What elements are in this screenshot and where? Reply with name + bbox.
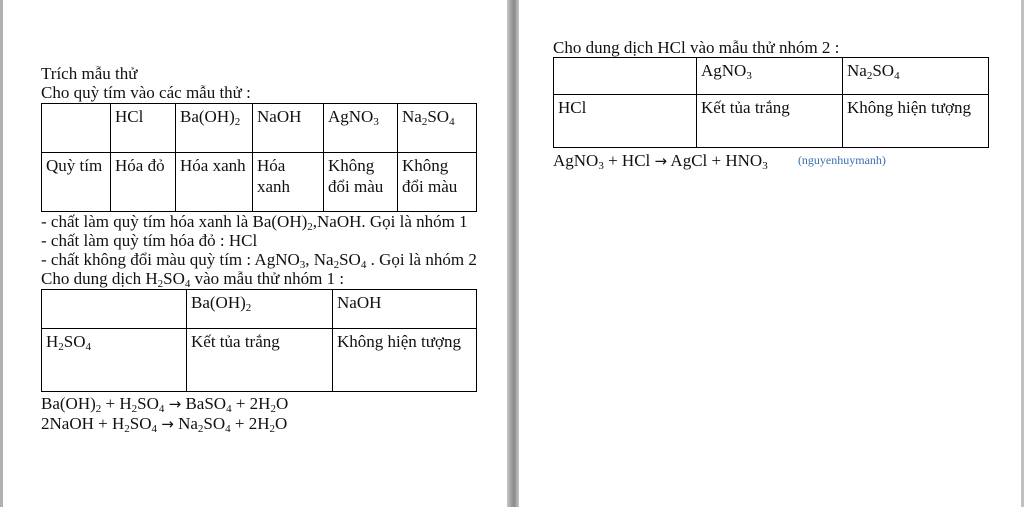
table-cell: Hóa xanh xyxy=(253,153,324,212)
table-cell xyxy=(42,104,111,153)
equation-3-text: AgNO$_3$ + HCl → AgCl + $HNO_3$ xyxy=(553,151,768,172)
table-cell: Hóa đỏ xyxy=(111,153,176,212)
right-column xyxy=(553,38,1003,172)
page-left-edge xyxy=(0,0,3,507)
group2-table xyxy=(553,57,989,148)
table-cell: Không hiện tượng xyxy=(843,95,989,148)
table-cell: NaOH xyxy=(333,290,477,329)
table-cell: $Na_2SO_4$ xyxy=(398,104,477,153)
equation-2: 2NaOH + $H_2SO_4 \to Na_2SO_4 + 2H_2O$ xyxy=(41,414,288,435)
litmus-table xyxy=(41,103,477,212)
table-cell: AgNO$_3$ xyxy=(697,58,843,95)
table-cell: Không hiện tượng xyxy=(333,329,477,392)
equation-1: $Ba(OH)_2 + H_2SO_4$ → BaSO$_4$ + $2H_2O$ xyxy=(41,394,289,415)
left-column xyxy=(41,64,481,434)
group2-table-header xyxy=(554,58,989,95)
table-cell: Không đổi màu xyxy=(398,153,477,212)
table-cell: Kết tủa trắng xyxy=(187,329,333,392)
table-cell: HCl xyxy=(111,104,176,153)
intro-text: Cho quỳ tím vào các mẫu thử : xyxy=(41,83,251,102)
author-watermark: (nguyenhuymanh) xyxy=(797,153,886,167)
table-cell: AgNO$_3$ xyxy=(324,104,398,153)
table-cell: Không đổi màu xyxy=(324,153,398,212)
title-text: Trích mẫu thử xyxy=(41,64,138,83)
intro-group-2: Cho dung dịch HCl vào mẫu thử nhóm 2 : xyxy=(553,38,840,57)
table-cell: $H_2SO_4$ xyxy=(42,329,187,392)
note-group-1: - chất làm quỳ tím hóa xanh là $Ba(OH)_2,NaOH$. Gọi là nhóm 1 xyxy=(41,212,468,233)
litmus-table-row xyxy=(42,153,477,212)
table-cell: Hóa xanh xyxy=(176,153,253,212)
group1-table xyxy=(41,289,477,392)
group1-table-row xyxy=(42,329,477,392)
table-cell: $Ba(OH)_2$ xyxy=(187,290,333,329)
litmus-table-header xyxy=(42,104,477,153)
equation-3 xyxy=(553,151,1003,172)
table-cell: Quỳ tím xyxy=(42,153,111,212)
group2-table-row xyxy=(554,95,989,148)
intro-group-1: Cho dung dịch $H_2SO_4$ vào mẫu thử nhóm 1 : xyxy=(41,269,345,290)
table-cell: $Ba(OH)_2$ xyxy=(176,104,253,153)
table-cell xyxy=(42,290,187,329)
group1-table-header xyxy=(42,290,477,329)
table-cell: NaOH xyxy=(253,104,324,153)
note-group-2: - chất không đổi màu quỳ tím : AgNO$_3$, $Na_2SO_4$ . Gọi là nhóm 2 xyxy=(41,250,477,271)
page-gutter xyxy=(507,0,519,507)
table-cell: HCl xyxy=(554,95,697,148)
table-cell: $Na_2SO_4$ xyxy=(843,58,989,95)
note-red: - chất làm quỳ tím hóa đỏ : HCl xyxy=(41,231,258,250)
table-cell xyxy=(554,58,697,95)
table-cell: Kết tủa trắng xyxy=(697,95,843,148)
